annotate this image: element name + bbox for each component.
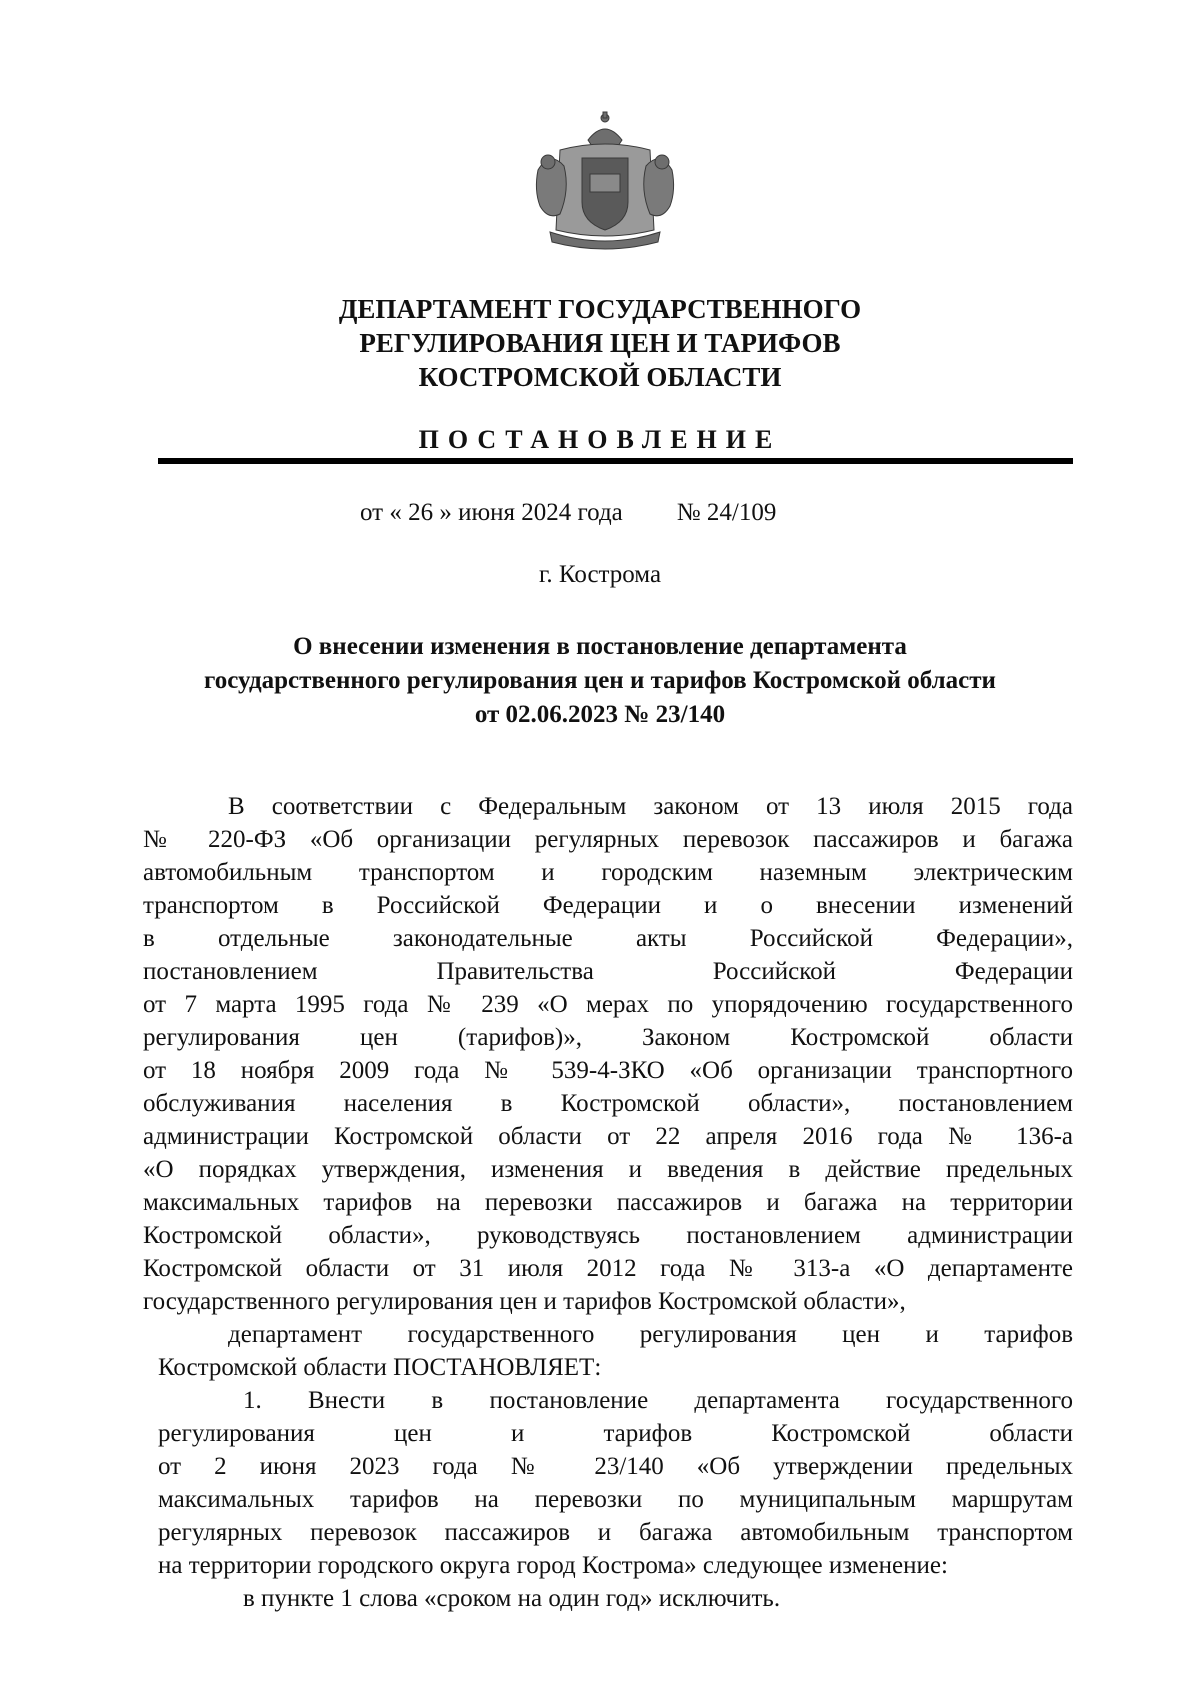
- document-number: № 24/109: [676, 499, 777, 526]
- item1-line: регулярных перевозок пассажиров и багажа автомобильным транспортом: [158, 1519, 1073, 1546]
- preamble-line: транспортом в Российской Федерации и о внесении изменений: [143, 892, 1073, 919]
- subject-line: государственного регулирования цен и тарифов Костромской области: [204, 667, 996, 694]
- preamble-line: администрации Костромской области от 22 апреля 2016 года № 136-а: [143, 1123, 1073, 1150]
- preamble-line: В соответствии с Федеральным законом от 13 июля 2015 года: [228, 793, 1073, 820]
- preamble-line: «О порядках утверждения, изменения и введения в действие предельных: [143, 1156, 1073, 1183]
- preamble-line: максимальных тарифов на перевозки пассажиров и багажа на территории: [143, 1189, 1073, 1216]
- department-name: [0, 292, 1200, 394]
- department-line: РЕГУЛИРОВАНИЯ ЦЕН И ТАРИФОВ: [359, 328, 841, 358]
- coat-of-arms-icon: [530, 110, 680, 250]
- preamble-line: автомобильным транспортом и городским наземным электрическим: [143, 859, 1073, 886]
- item1-line: 1. Внести в постановление департамента государственного: [243, 1387, 1073, 1414]
- department-line: КОСТРОМСКОЙ ОБЛАСТИ: [418, 362, 782, 392]
- subject-line: О внесении изменения в постановление департамента: [293, 633, 907, 660]
- document-subject: [0, 630, 1200, 732]
- item1-line: на территории городского округа город Кострома» следующее изменение:: [158, 1552, 948, 1579]
- item1-subitem: в пункте 1 слова «сроком на один год» исключить.: [243, 1585, 781, 1612]
- document-city: г. Кострома: [538, 561, 662, 588]
- preamble-line: в отдельные законодательные акты Российской Федерации»,: [143, 925, 1073, 952]
- date-number-line: [360, 499, 776, 527]
- preamble-line: Костромской области», руководствуясь постановлением администрации: [143, 1222, 1073, 1249]
- preamble-line: № 220-ФЗ «Об организации регулярных перевозок пассажиров и багажа: [143, 826, 1073, 853]
- department-line: ДЕПАРТАМЕНТ ГОСУДАРСТВЕННОГО: [338, 294, 862, 324]
- item1-line: от 2 июня 2023 года № 23/140 «Об утверждении предельных: [158, 1453, 1073, 1480]
- document-date: от « 26 » июня 2024 года: [360, 499, 623, 526]
- preamble-line: от 18 ноября 2009 года № 539-4-ЗКО «Об организации транспортного: [143, 1057, 1073, 1084]
- resolves-line: департамент государственного регулирования цен и тарифов: [228, 1321, 1073, 1348]
- preamble-line: регулирования цен (тарифов)», Законом Костромской области: [143, 1024, 1073, 1051]
- preamble-line: постановлением Правительства Российской Федерации: [143, 958, 1073, 985]
- preamble-line: обслуживания населения в Костромской области», постановлением: [143, 1090, 1073, 1117]
- preamble-line: Костромской области от 31 июля 2012 года № 313-а «О департаменте: [143, 1255, 1073, 1282]
- subject-line: от 02.06.2023 № 23/140: [474, 701, 726, 728]
- document-body: [143, 790, 1073, 1615]
- preamble-line: государственного регулирования цен и тарифов Костромской области»,: [143, 1288, 906, 1315]
- header-divider: [158, 458, 1073, 464]
- item1-line: регулирования цен и тарифов Костромской области: [158, 1420, 1073, 1447]
- resolves-line: Костромской области ПОСТАНОВЛЯЕТ:: [158, 1354, 602, 1381]
- preamble-line: от 7 марта 1995 года № 239 «О мерах по упорядочению государственного: [143, 991, 1073, 1018]
- document-type: ПОСТАНОВЛЕНИЕ: [418, 425, 782, 454]
- item1-line: максимальных тарифов на перевозки по муниципальным маршрутам: [158, 1486, 1073, 1513]
